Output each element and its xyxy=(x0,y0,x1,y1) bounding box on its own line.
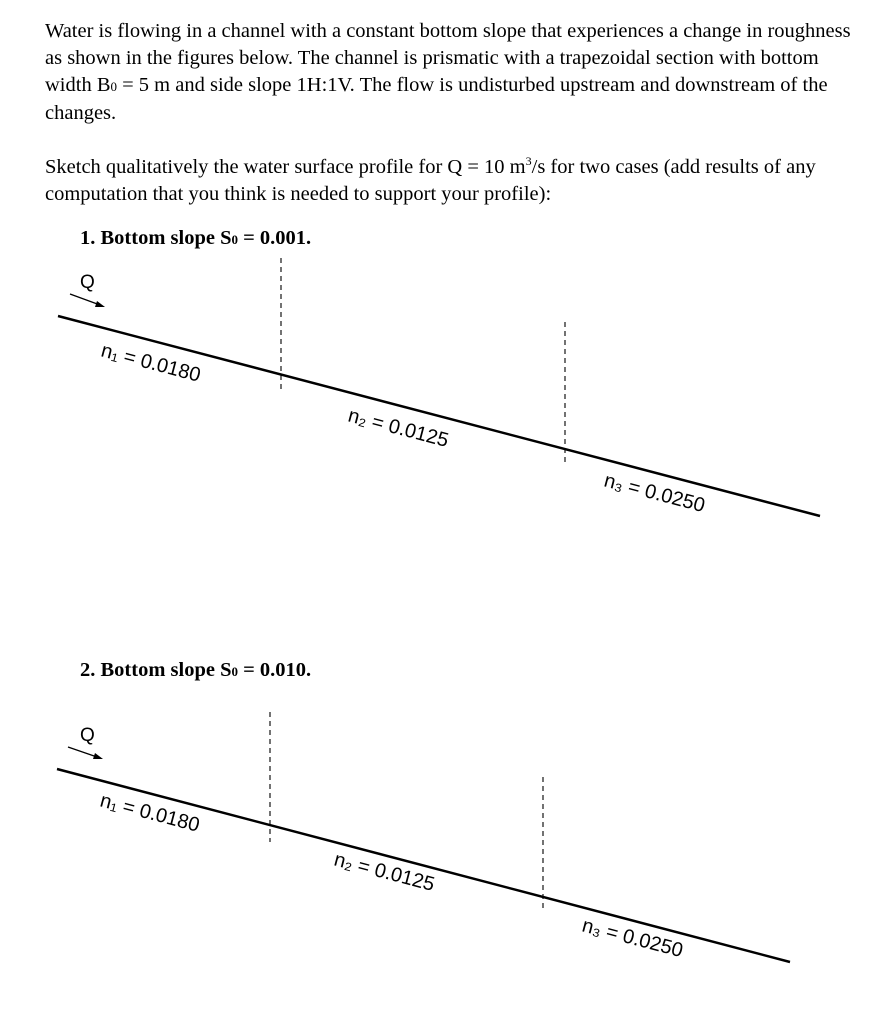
case-1-channel-diagram xyxy=(0,250,878,550)
paragraph1-text-a: Water is flowing in a channel with a constant bottom slope that experiences a change in roughness as shown in the figures below. The channel is prismatic with a trapezoidal section with bottom width B xyxy=(45,20,851,96)
paragraph2-text-b: /s for two cases (add results of any computation that you think is needed to support your profile): xyxy=(45,155,816,205)
problem-statement-paragraph xyxy=(45,18,865,127)
case-2-heading xyxy=(80,659,311,682)
case-1-flow-arrow-head xyxy=(95,301,105,307)
case-1-channel-bed xyxy=(58,316,820,516)
case-2-roughness-n2: n₂ = 0.0125 xyxy=(331,848,437,896)
case-2-heading-value: = 0.010. xyxy=(237,659,312,681)
paragraph1-subscript: 0 xyxy=(110,79,117,94)
case-1-roughness-n2: n₂ = 0.0125 xyxy=(345,404,451,452)
case-1-flow-arrow-shaft xyxy=(70,294,100,305)
case-1-roughness-n1: n₁ = 0.0180 xyxy=(98,339,203,387)
case-1-heading xyxy=(80,227,311,250)
case-1-heading-subscript: 0 xyxy=(231,232,238,247)
case-2-heading-subscript: 0 xyxy=(231,664,238,679)
case-2-roughness-n1: n₁ = 0.0180 xyxy=(97,789,202,837)
case-2-channel-bed xyxy=(57,769,790,962)
paragraph2-text-a: Sketch qualitatively the water surface profile for Q = 10 m xyxy=(45,155,526,178)
paragraph1-text-b: = 5 m and side slope 1H:1V. The flow is undisturbed upstream and downstream of the changes. xyxy=(45,74,828,124)
case-2-roughness-n3: n₃ = 0.0250 xyxy=(579,914,686,963)
case-2-flow-arrow-head xyxy=(93,753,103,759)
case-1-flow-label: Q xyxy=(80,272,95,293)
task-instruction-paragraph xyxy=(45,148,865,208)
case-2-flow-arrow-shaft xyxy=(68,747,97,757)
case-2-channel-diagram xyxy=(0,700,878,1000)
case-2-flow-label: Q xyxy=(80,725,95,746)
case-1-heading-value: = 0.001. xyxy=(237,227,312,249)
paragraph2-superscript: 3 xyxy=(525,154,532,168)
case-1-heading-prefix: 1. Bottom slope S xyxy=(80,227,232,249)
case-1-roughness-n3: n₃ = 0.0250 xyxy=(601,469,708,518)
case-2-heading-prefix: 2. Bottom slope S xyxy=(80,659,232,681)
